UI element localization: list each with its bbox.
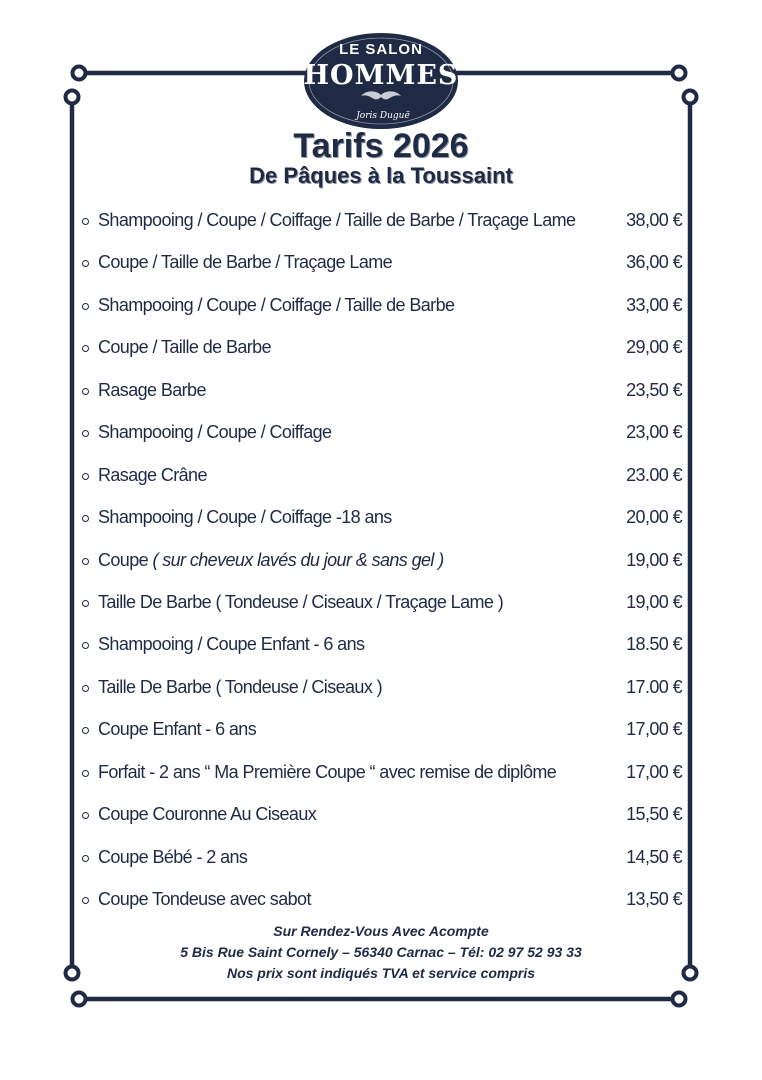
service-label <box>98 677 382 698</box>
service-price: 19,00 € <box>626 549 682 570</box>
logo-signature: Joris Duguë <box>356 111 410 121</box>
service-label <box>98 592 503 613</box>
bullet-icon <box>82 430 89 437</box>
price-row <box>82 668 688 710</box>
service-price: 17.00 € <box>626 676 682 697</box>
service-price: 38,00 € <box>626 210 682 230</box>
service-label <box>98 380 206 401</box>
service-label <box>98 507 392 528</box>
service-price: 18.50 € <box>626 634 682 655</box>
bullet-icon <box>82 855 89 862</box>
service-name: Rasage Crâne <box>98 464 207 485</box>
page-title: Tarifs 2026 <box>293 127 469 165</box>
service-name: Coupe <box>98 549 149 570</box>
service-label <box>98 337 271 358</box>
service-name: Coupe Bébé - 2 ans <box>98 846 248 867</box>
price-row <box>82 625 688 667</box>
service-price: 13,50 € <box>626 889 682 909</box>
price-row <box>82 880 688 922</box>
price-row <box>82 371 688 413</box>
price-row <box>82 286 688 328</box>
service-price: 19,00 € <box>626 591 682 612</box>
bullet-icon <box>82 897 89 904</box>
service-name: Coupe Couronne Au Ciseaux <box>98 804 317 825</box>
service-price: 17,00 € <box>626 761 682 782</box>
service-price: 23.00 € <box>626 464 682 485</box>
service-label <box>98 804 316 825</box>
price-list <box>82 201 688 922</box>
price-row <box>82 413 688 455</box>
price-row <box>82 838 688 880</box>
service-name: Coupe / Taille de Barbe / Traçage Lame <box>98 252 393 273</box>
bullet-icon <box>82 642 89 649</box>
bullet-icon <box>82 770 89 777</box>
page-subtitle: De Pâques à la Toussaint <box>249 163 513 188</box>
service-name: Forfait - 2 ans “ Ma Première Coupe “ avec remise de diplôme <box>98 761 557 782</box>
price-row <box>82 710 688 752</box>
service-label <box>98 465 207 486</box>
price-row <box>82 243 688 285</box>
bullet-icon <box>82 727 89 734</box>
price-row <box>82 328 688 370</box>
logo-name: HOMMES <box>303 60 459 91</box>
service-price: 15,50 € <box>626 804 682 825</box>
service-name: Shampooing / Coupe Enfant - 6 ans <box>98 634 365 655</box>
service-price: 20,00 € <box>626 507 682 528</box>
footer-info <box>0 921 762 984</box>
bullet-icon <box>82 600 89 607</box>
service-name: Shampooing / Coupe / Coiffage / Taille de Barbe <box>98 294 455 315</box>
service-label <box>98 847 247 868</box>
service-name: Coupe Tondeuse avec sabot <box>98 889 311 909</box>
bullet-icon <box>82 473 89 480</box>
service-label <box>98 719 256 740</box>
bullet-icon <box>82 345 89 352</box>
service-name: Coupe / Taille de Barbe <box>98 337 271 358</box>
footer-address: 5 Bis Rue Saint Cornely – 56340 Carnac – Tél: 02 97 52 93 33 <box>180 944 582 960</box>
bullet-icon <box>82 812 89 819</box>
service-price: 36,00 € <box>626 252 682 273</box>
service-label <box>98 252 392 273</box>
bullet-icon <box>82 685 89 692</box>
service-price: 23,00 € <box>626 422 682 443</box>
bullet-icon <box>82 515 89 522</box>
service-price: 29,00 € <box>626 337 682 358</box>
service-label <box>98 634 364 655</box>
service-price: 14,50 € <box>626 846 682 867</box>
price-row <box>82 753 688 795</box>
service-price: 17,00 € <box>626 719 682 740</box>
price-row <box>82 456 688 498</box>
service-price: 23,50 € <box>626 379 682 400</box>
service-price: 33,00 € <box>626 294 682 315</box>
price-row <box>82 498 688 540</box>
price-row <box>82 795 688 837</box>
service-label <box>98 889 311 910</box>
price-row <box>82 583 688 625</box>
bullet-icon <box>82 388 89 395</box>
service-name: Shampooing / Coupe / Coiffage -18 ans <box>98 507 392 528</box>
service-label <box>98 210 575 231</box>
bullet-icon <box>82 260 89 267</box>
service-label <box>98 422 331 443</box>
service-label <box>98 550 444 571</box>
footer-tax-note: Nos prix sont indiqués TVA et service compris <box>226 965 536 981</box>
service-name: Rasage Barbe <box>98 379 206 400</box>
service-name: Taille De Barbe ( Tondeuse / Ciseaux / Traçage Lame ) <box>98 591 504 612</box>
service-name: Coupe Enfant - 6 ans <box>98 719 257 740</box>
service-label <box>98 762 556 783</box>
service-name: Taille De Barbe ( Tondeuse / Ciseaux ) <box>98 676 383 697</box>
service-name: Shampooing / Coupe / Coiffage <box>98 422 332 443</box>
service-name: Shampooing / Coupe / Coiffage / Taille de Barbe / Traçage Lame <box>98 210 576 230</box>
service-label <box>98 295 454 316</box>
salon-logo <box>303 32 459 130</box>
bullet-icon <box>82 218 89 225</box>
bullet-icon <box>82 303 89 310</box>
footer-booking-note: Sur Rendez-Vous Avec Acompte <box>273 923 489 939</box>
price-row <box>82 541 688 583</box>
service-note: ( sur cheveux lavés du jour & sans gel ) <box>152 549 444 570</box>
logo-arc-text: LE SALON <box>339 41 423 58</box>
bullet-icon <box>82 558 89 565</box>
price-row <box>82 201 688 243</box>
